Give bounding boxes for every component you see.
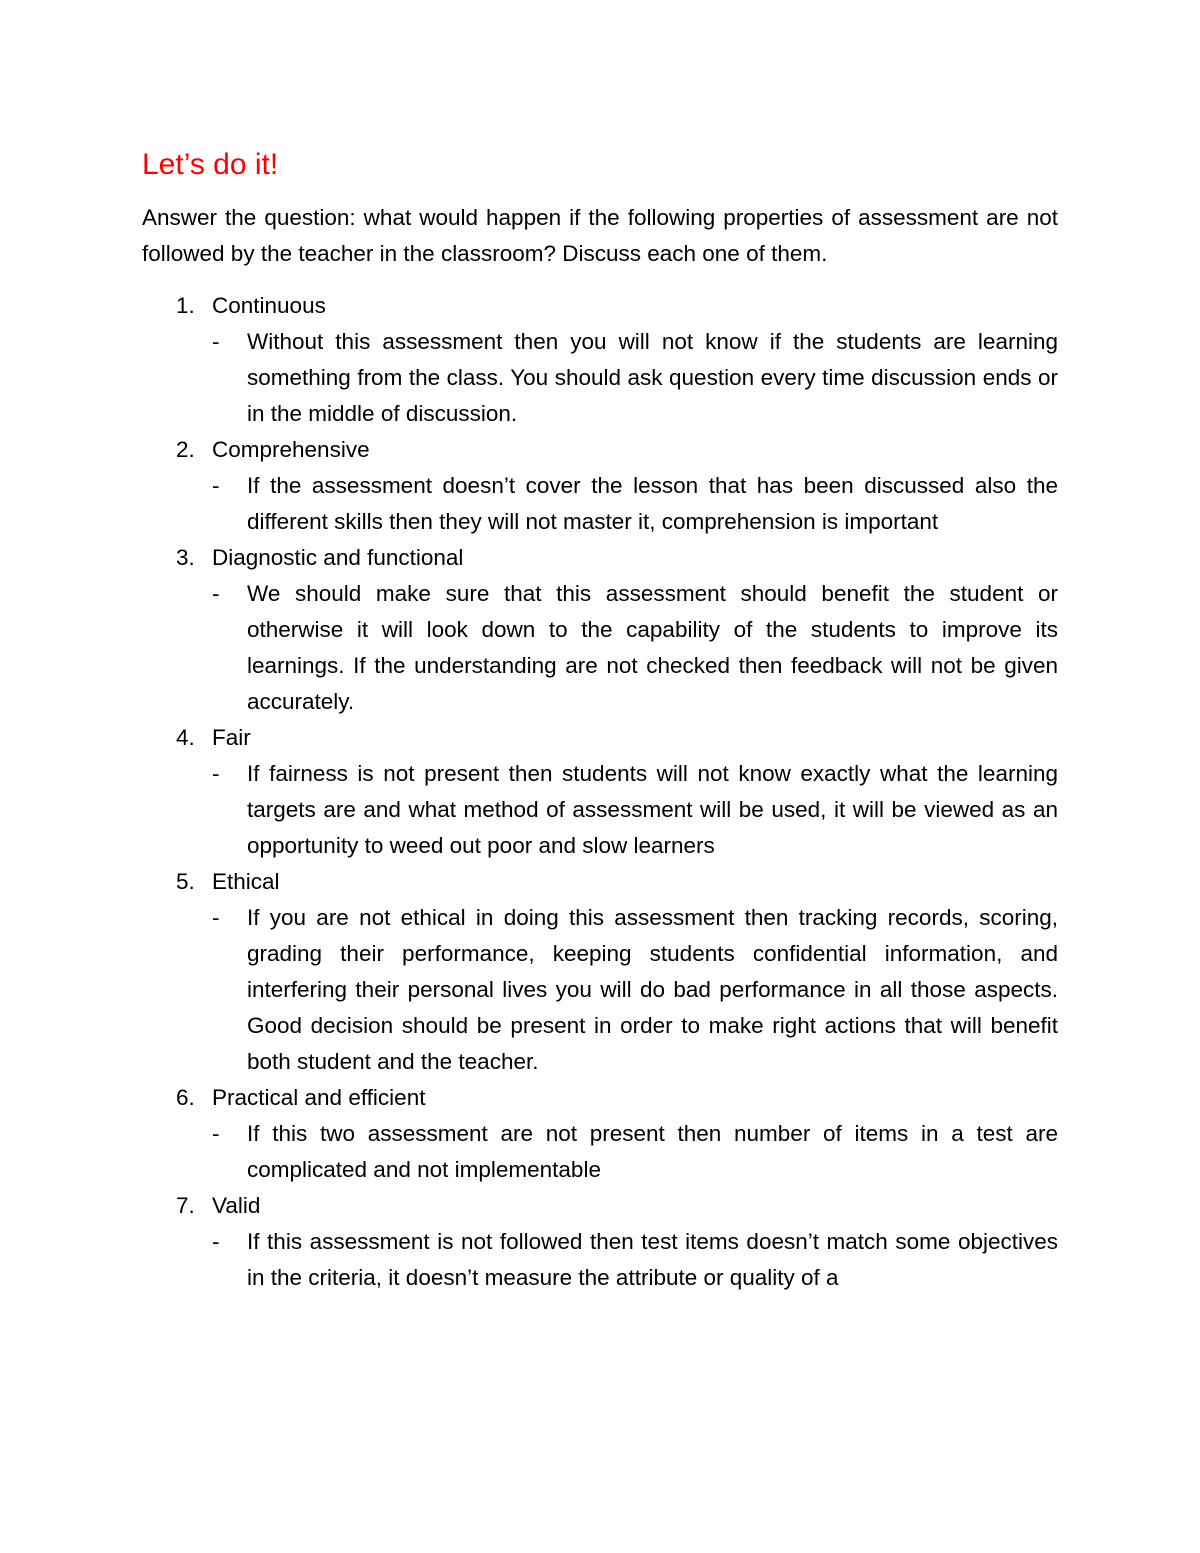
item-header <box>142 540 1058 576</box>
list-item <box>142 1080 1058 1188</box>
item-title: Continuous <box>212 293 326 318</box>
item-description <box>142 576 1058 720</box>
item-header <box>142 720 1058 756</box>
item-description-text: Without this assessment then you will not know if the students are learning something from the class. You should ask question every time discussion ends or in the middle of discussion. <box>247 329 1058 426</box>
item-number: 1. <box>176 293 195 318</box>
dash-bullet: - <box>212 761 220 786</box>
item-number: 7. <box>176 1193 195 1218</box>
item-number: 5. <box>176 869 195 894</box>
list-item <box>142 432 1058 540</box>
item-description <box>142 1116 1058 1188</box>
item-description-text: If the assessment doesn’t cover the lesson that has been discussed also the different skills then they will not master it, comprehension is important <box>247 473 1058 534</box>
item-description <box>142 324 1058 432</box>
item-title: Comprehensive <box>212 437 370 462</box>
list-item <box>142 288 1058 432</box>
item-description-text: If you are not ethical in doing this assessment then tracking records, scoring, grading their performance, keeping students confidential information, and interfering their personal lives you will do bad performance in all those aspects. Good decision should be present in order to make right actions that will benefit both student and the teacher. <box>247 905 1058 1074</box>
item-description-text: We should make sure that this assessment should benefit the student or otherwise it will look down to the capability of the students to improve its learnings. If the understanding are not checked then feedback will not be given accurately. <box>247 581 1058 714</box>
item-title: Fair <box>212 725 251 750</box>
item-description-text: If this two assessment are not present then number of items in a test are complicated and not implementable <box>247 1121 1058 1182</box>
item-number: 2. <box>176 437 195 462</box>
page-heading: Let’s do it! <box>142 148 279 181</box>
item-description <box>142 1224 1058 1296</box>
intro-paragraph: Answer the question: what would happen if the following properties of assessment are not followed by the teacher in the classroom? Discuss each one of them. <box>142 205 1058 266</box>
item-number: 4. <box>176 725 195 750</box>
item-description <box>142 900 1058 1080</box>
item-title: Valid <box>212 1193 261 1218</box>
item-header <box>142 288 1058 324</box>
item-description <box>142 468 1058 540</box>
list-item <box>142 1188 1058 1296</box>
properties-list <box>142 288 1058 1296</box>
item-header <box>142 1188 1058 1224</box>
item-title: Ethical <box>212 869 280 894</box>
dash-bullet: - <box>212 1229 220 1254</box>
item-header <box>142 432 1058 468</box>
item-description-text: If fairness is not present then students will not know exactly what the learning targets are and what method of assessment will be used, it will be viewed as an opportunity to weed out poor and slow learners <box>247 761 1058 858</box>
list-item <box>142 540 1058 720</box>
dash-bullet: - <box>212 473 220 498</box>
item-title: Practical and efficient <box>212 1085 426 1110</box>
item-number: 6. <box>176 1085 195 1110</box>
item-number: 3. <box>176 545 195 570</box>
item-description-text: If this assessment is not followed then test items doesn’t match some objectives in the criteria, it doesn’t measure the attribute or quality of a <box>247 1229 1058 1290</box>
dash-bullet: - <box>212 329 220 354</box>
list-item <box>142 864 1058 1080</box>
dash-bullet: - <box>212 905 220 930</box>
dash-bullet: - <box>212 581 220 606</box>
list-item <box>142 720 1058 864</box>
item-description <box>142 756 1058 864</box>
item-header <box>142 1080 1058 1116</box>
item-title: Diagnostic and functional <box>212 545 464 570</box>
item-header <box>142 864 1058 900</box>
dash-bullet: - <box>212 1121 220 1146</box>
document-content <box>142 138 1058 1296</box>
